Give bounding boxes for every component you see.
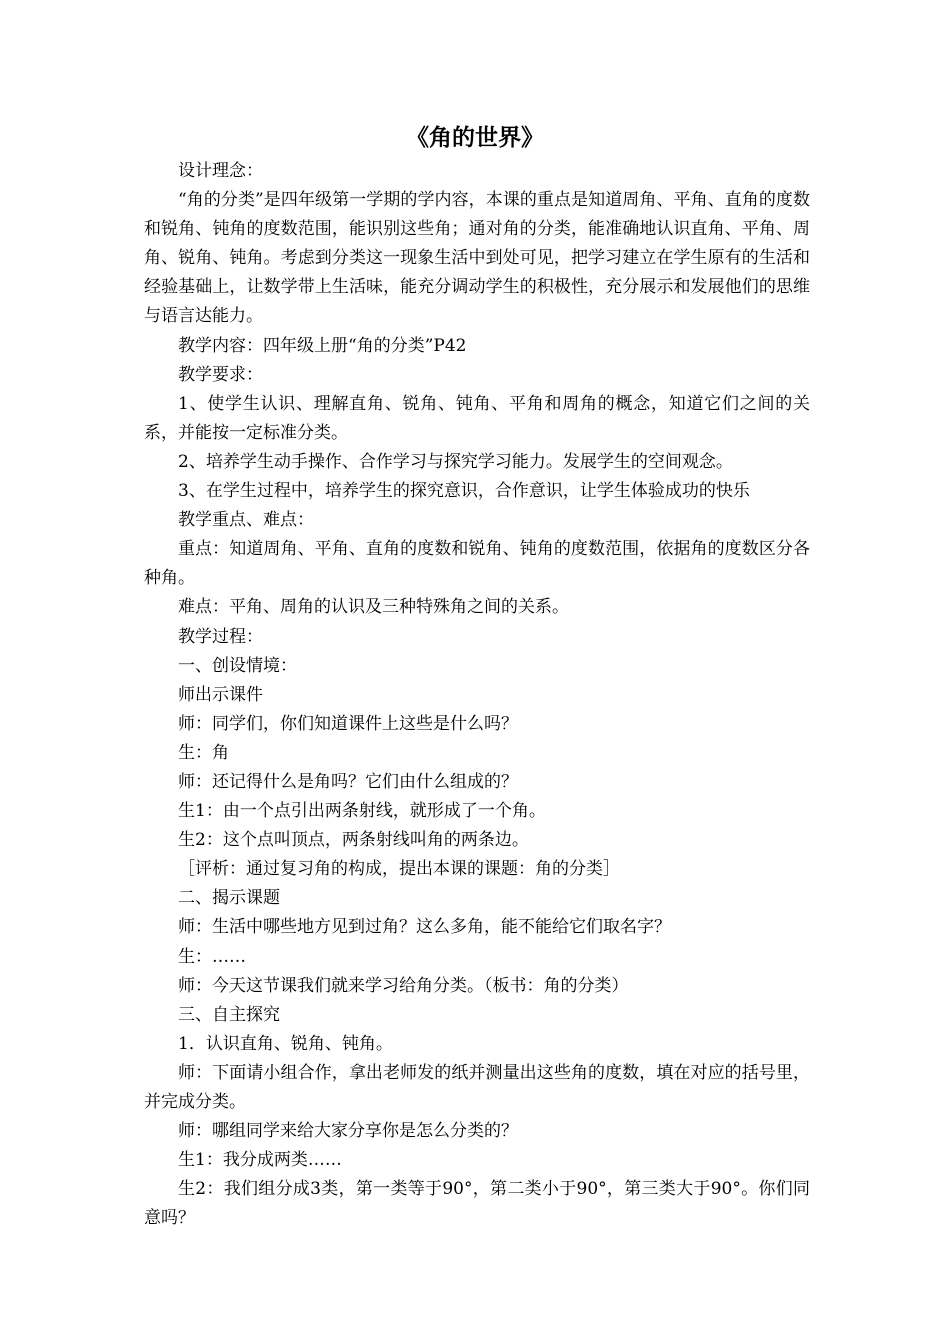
paragraph-teaching-content: 教学内容：四年级上册“角的分类”P42 <box>178 335 467 356</box>
paragraph-requirement-1: 1、使学生认识、理解直角、锐角、钝角、平角和周角的概念，知道它们之间的关系，并能按一定标准分类。 <box>144 393 810 443</box>
paragraph-teaching-requirements-heading: 教学要求： <box>178 364 263 385</box>
document-body <box>144 157 810 1233</box>
paragraph-requirement-2: 2、培养学生动手操作、合作学习与探究学习能力。发展学生的空间观念。 <box>178 451 733 472</box>
paragraph-design-concept: “角的分类”是四年级第一学期的学内容，本课的重点是知道周角、平角、直角的度数和锐角、钝角的度数范围，能识别这些角；通对角的分类，能准确地认识直角、平角、周角、锐角、钝角。考虑到分类这一现象生活中到处可见，把学习建立在学生原有的生活和经验基础上，让数学带上生活味，能充分调动学生的积极性，充分展示和发展他们的思维与语言达能力。 <box>144 190 810 327</box>
paragraph-dialogue: 生：…… <box>178 946 246 967</box>
paragraph-section-1-heading: 一、创设情境： <box>178 655 297 676</box>
paragraph-dialogue: 生：角 <box>178 742 229 763</box>
paragraph-dialogue: 生1：由一个点引出两条射线，就形成了一个角。 <box>178 801 546 822</box>
paragraph-dialogue: 师：生活中哪些地方见到过角？这么多角，能不能给它们取名字？ <box>178 917 671 938</box>
paragraph-dialogue: 师出示课件 <box>178 684 263 705</box>
paragraph-dialogue: 师：下面请小组合作，拿出老师发的纸并测量出这些角的度数，填在对应的括号里，并完成分类。 <box>144 1062 810 1112</box>
document-title: 《角的世界》 <box>406 124 544 151</box>
paragraph-subsection-1-heading: 1．认识直角、锐角、钝角。 <box>178 1033 393 1054</box>
paragraph-difficult-point: 难点：平角、周角的认识及三种特殊角之间的关系。 <box>178 597 569 618</box>
paragraph-dialogue: 师：同学们，你们知道课件上这些是什么吗？ <box>178 713 518 734</box>
paragraph-dialogue: 生2：我们组分成3类，第一类等于90°，第二类小于90°，第三类大于90°。你们同意吗？ <box>144 1179 810 1229</box>
paragraph-dialogue: 师：哪组同学来给大家分享你是怎么分类的？ <box>178 1121 518 1142</box>
paragraph-teaching-process-heading: 教学过程： <box>178 626 263 647</box>
paragraph-dialogue: 师：今天这节课我们就来学习给角分类。（板书：角的分类） <box>178 975 629 996</box>
paragraph-section-3-heading: 三、自主探究 <box>178 1004 280 1025</box>
paragraph-requirement-3: 3、在学生过程中，培养学生的探究意识，合作意识，让学生体验成功的快乐 <box>178 481 750 502</box>
paragraph-section-2-heading: 二、揭示课题 <box>178 888 280 909</box>
paragraph-key-point: 重点：知道周角、平角、直角的度数和锐角、钝角的度数范围，依据角的度数区分各种角。 <box>144 539 810 589</box>
paragraph-dialogue: 生1：我分成两类…… <box>178 1150 342 1171</box>
paragraph-commentary: ［评析：通过复习角的构成，提出本课的课题：角的分类］ <box>178 859 620 880</box>
paragraph-dialogue: 生2：这个点叫顶点，两条射线叫角的两条边。 <box>178 830 529 851</box>
paragraph-design-concept-heading: 设计理念： <box>178 161 263 181</box>
paragraph-key-points-heading: 教学重点、难点： <box>178 510 314 531</box>
paragraph-dialogue: 师：还记得什么是角吗？它们由什么组成的？ <box>178 771 518 792</box>
